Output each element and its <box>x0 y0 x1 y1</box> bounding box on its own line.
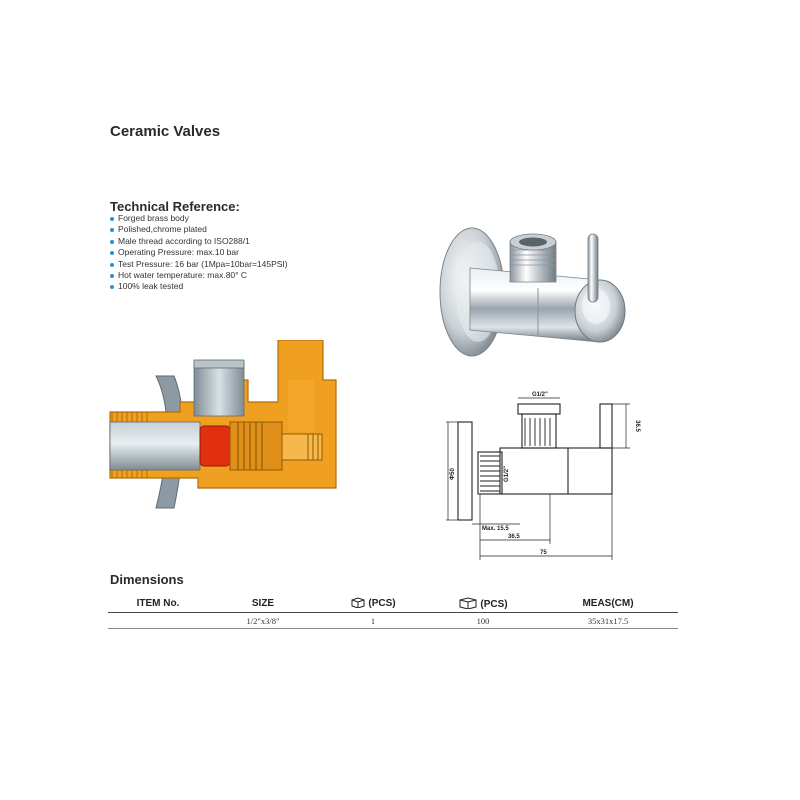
header-item-no: ITEM No. <box>108 594 208 613</box>
lever-handle <box>588 234 598 302</box>
cell-item-no <box>108 613 208 629</box>
bullet-icon <box>110 240 114 244</box>
technical-reference-heading: Technical Reference: <box>110 199 240 214</box>
product-photo <box>430 222 635 362</box>
bullet-icon <box>110 285 114 289</box>
top-thread-label: G1/2" <box>532 392 548 398</box>
drawing-lever <box>600 404 612 448</box>
depth-dim-label: 36.5 <box>508 534 520 540</box>
inner-pipe <box>110 422 200 470</box>
spec-item: Hot water temperature: max.80° C <box>110 270 288 281</box>
technical-reference-list <box>110 213 288 293</box>
spec-item: Operating Pressure: max.10 bar <box>110 247 288 258</box>
outlet-pipe <box>194 364 244 416</box>
inner-box-icon <box>350 597 366 608</box>
cell-outer-pcs: 100 <box>428 613 538 629</box>
max-dim-label: Max. 15.5 <box>482 526 509 532</box>
bullet-icon <box>110 263 114 267</box>
drawing-body <box>500 448 612 494</box>
dimensions-table <box>108 594 678 629</box>
spec-item: Male thread according to ISO288/1 <box>110 236 288 247</box>
table-row <box>108 613 678 629</box>
cell-inner-pcs: 1 <box>318 613 428 629</box>
header-inner-pcs: (PCS) <box>318 594 428 613</box>
header-outer-pcs: (PCS) <box>428 594 538 613</box>
spec-item: 100% leak tested <box>110 281 288 292</box>
page-title: Ceramic Valves <box>110 123 221 140</box>
diameter-label: Φ50 <box>450 468 456 480</box>
bullet-icon <box>110 251 114 255</box>
header-meas: MEAS(CM) <box>538 594 678 613</box>
bullet-icon <box>110 274 114 278</box>
cutaway-illustration <box>108 340 348 515</box>
bullet-icon <box>110 228 114 232</box>
side-thread-label: G1/2" <box>504 466 510 482</box>
cell-size: 1/2"x3/8" <box>208 613 318 629</box>
height-dim-label: 36.5 <box>634 420 640 432</box>
table-header-row <box>108 594 678 613</box>
spec-item: Test Pressure: 16 bar (1Mpa=10bar=145PSI) <box>110 259 288 270</box>
spec-item: Forged brass body <box>110 213 288 224</box>
bullet-icon <box>110 217 114 221</box>
header-size: SIZE <box>208 594 318 613</box>
cell-meas: 35x31x17.5 <box>538 613 678 629</box>
technical-drawing <box>440 390 650 565</box>
drawing-flange <box>458 422 472 520</box>
outer-carton-icon <box>458 597 478 609</box>
length-dim-label: 75 <box>540 550 547 556</box>
dimensions-heading: Dimensions <box>110 572 184 587</box>
spec-item: Polished,chrome plated <box>110 224 288 235</box>
ceramic-cartridge <box>200 426 230 466</box>
